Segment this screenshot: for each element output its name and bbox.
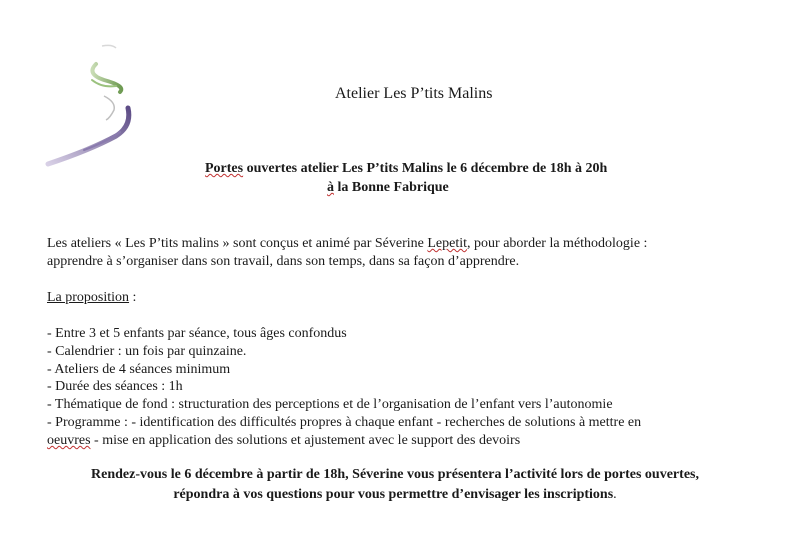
closing-line-2: [0, 487, 790, 503]
list-item: - Entre 3 et 5 enfants par séance, tous âges confondus: [47, 326, 347, 341]
closing-line-1: Rendez-vous le 6 décembre à partir de 18h, Séverine vous présentera l’activité lors de portes ouvertes,: [91, 467, 699, 482]
open-house-line-2-text: la Bonne Fabrique: [334, 180, 449, 195]
list-item-continuation: [47, 432, 767, 450]
page-title: Atelier Les P’tits Malins: [335, 85, 493, 102]
open-house-line-1-text: ouvertes atelier Les P’tits Malins le 6 décembre de 18h à 20h: [243, 161, 608, 176]
list-item: - Ateliers de 4 séances minimum: [47, 361, 231, 377]
intro-paragraph: [47, 235, 767, 271]
swirl-logo-icon: [44, 40, 189, 170]
intro-text-start: Les ateliers « Les P’tits malins » sont conçus et animé par Séverine: [47, 236, 428, 251]
open-house-line-2: [327, 180, 449, 196]
continuation-text: - mise en application des solutions et ajustement avec le support des devoirs: [90, 432, 521, 448]
proposition-heading: [47, 290, 136, 306]
open-house-line-1: [205, 161, 607, 177]
intro-line-2: apprendre à s’organiser dans son travail, dans son temps, dans sa façon d’apprendre.: [47, 254, 520, 269]
list-item: - Calendrier : un fois par quinzaine.: [47, 343, 247, 359]
list-item: - Durée des séances : 1h: [47, 379, 183, 395]
open-house-word-portes: Portes: [205, 161, 244, 176]
list-item: - Programme : - identification des difficultés propres à chaque enfant - recherches de solutions à mettre en: [47, 414, 642, 430]
list-item: - Thématique de fond : structuration des perceptions et de l’organisation de l’enfant vers l’autonomie: [47, 397, 613, 413]
proposition-list: [47, 325, 767, 450]
logo: [44, 40, 189, 170]
closing-line-2-text: répondra à vos questions pour vous permettre d’envisager les inscriptions: [173, 487, 614, 502]
proposition-heading-suffix: :: [129, 290, 137, 305]
intro-name: Lepetit: [427, 236, 468, 251]
intro-text-end: , pour aborder la méthodologie :: [467, 236, 648, 251]
intro-line-1: [47, 235, 767, 253]
oeuvres-word: oeuvres: [47, 432, 91, 448]
closing-period: .: [613, 487, 617, 502]
proposition-heading-label: La proposition: [47, 290, 130, 305]
open-house-word-a: à: [327, 180, 334, 195]
